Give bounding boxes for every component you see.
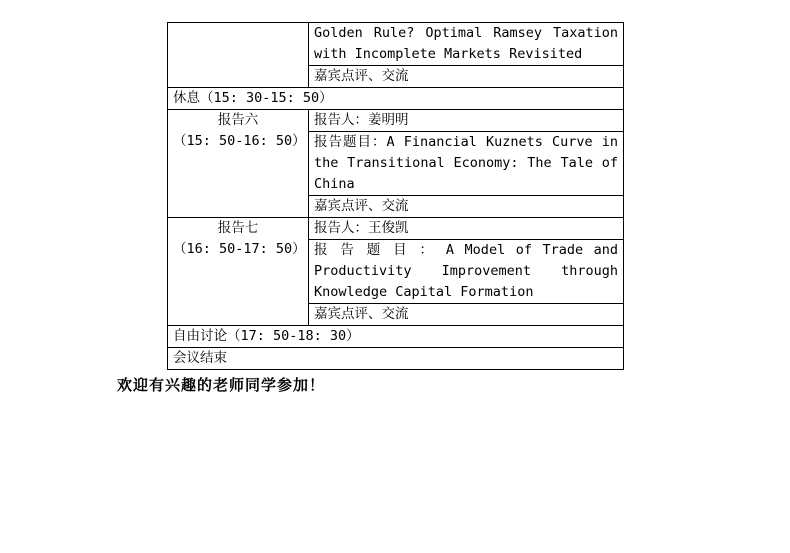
table-row: [168, 23, 624, 66]
talk-title: 报 告 题 目 ： A Model of Trade and Productivity Improvement through Knowledge Capital Formation: [309, 240, 624, 304]
session-label-cell: [168, 218, 309, 326]
speaker-label: 报告人：姜明明: [309, 110, 624, 132]
session-label-cell: [168, 110, 309, 218]
agenda-document: [167, 22, 624, 370]
free-discussion-row: 自由讨论（17: 50-18: 30）: [168, 326, 624, 348]
table-row: [168, 348, 624, 370]
invitation-text: 欢迎有兴趣的老师同学参加！: [117, 376, 326, 394]
session-label-cell: [168, 23, 309, 88]
session-label: 报告七: [217, 220, 259, 236]
speaker-label: 报告人：王俊凯: [309, 218, 624, 240]
talk-title: 报告题目：A Financial Kuznets Curve in the Transitional Economy: The Tale of China: [309, 132, 624, 196]
table-row: [168, 218, 624, 240]
session-label: 报告六: [217, 112, 259, 128]
break-row: 休息（15: 30-15: 50）: [168, 88, 624, 110]
discussion-label: 嘉宾点评、交流: [309, 66, 624, 88]
table-row: [168, 326, 624, 348]
closing-row: 会议结束: [168, 348, 624, 370]
session-time: （15: 50-16: 50）: [173, 133, 306, 149]
table-row: [168, 110, 624, 132]
agenda-table: [167, 22, 624, 370]
discussion-label: 嘉宾点评、交流: [309, 304, 624, 326]
session-time: （16: 50-17: 50）: [173, 241, 306, 257]
talk-title: Golden Rule? Optimal Ramsey Taxation with Incomplete Markets Revisited: [309, 23, 624, 66]
discussion-label: 嘉宾点评、交流: [309, 196, 624, 218]
table-row: [168, 88, 624, 110]
